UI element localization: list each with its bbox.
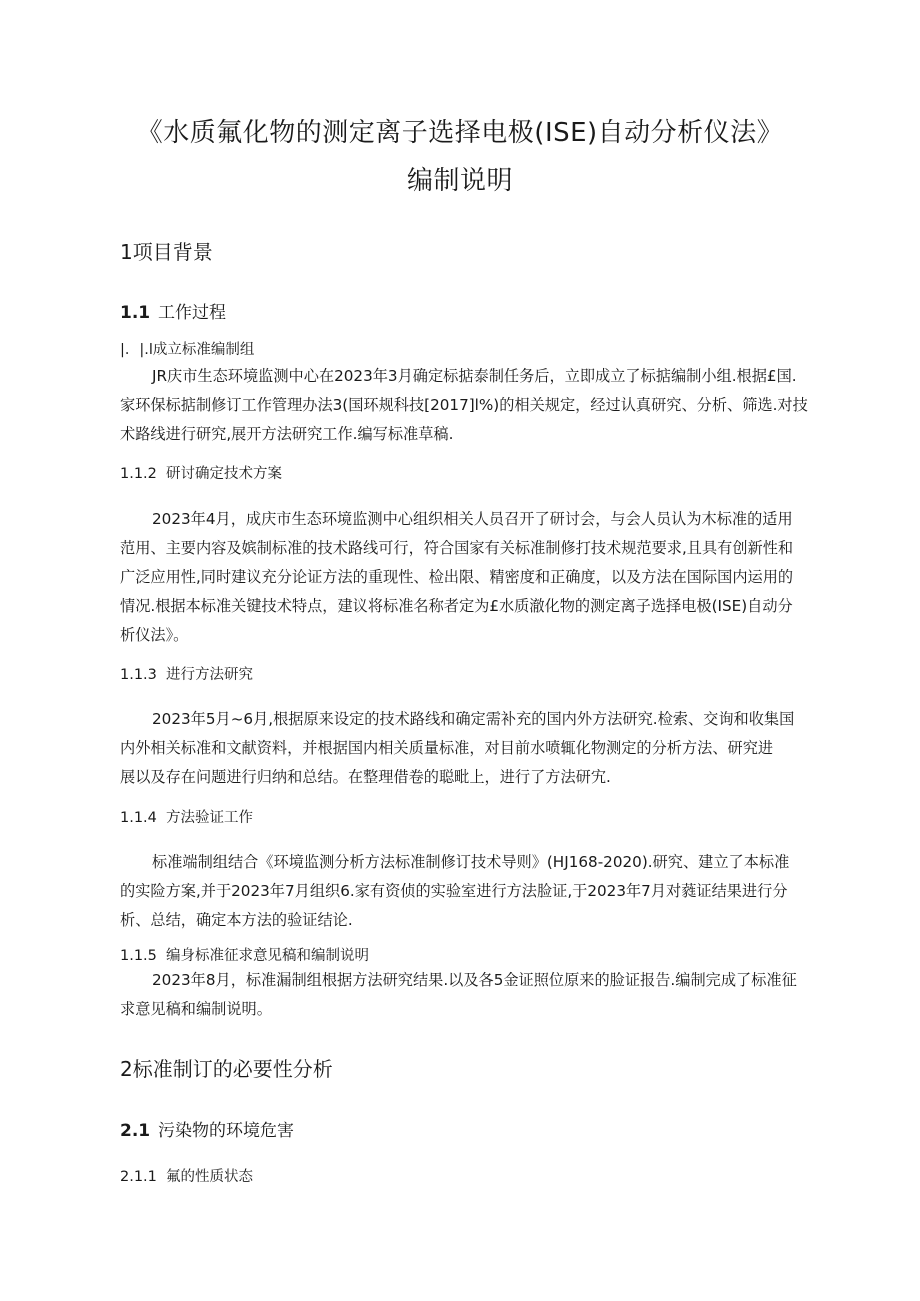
paragraph-line: 2023年8月，标准漏制组根据方法研究结果.以及各5金证照位原来的脸证报告.编制完成了标准征: [152, 971, 797, 989]
paragraph-line: 情况.根据本标准关键技术特点，建议将标准名称者定为£水质澈化物的测定离子选择电极(ISE)自动分: [120, 597, 793, 615]
paragraph-line: 析仪法》。: [120, 626, 189, 644]
paragraph-line: 2023年4月，成庆市生态环境监测中心组织相关人员召开了研讨会，与会人员认为木标准的适用: [152, 510, 793, 528]
paragraph-4: [120, 848, 800, 935]
section-title: 氟的性质状态: [166, 1169, 253, 1185]
paragraph-line: JR庆市生态环境监测中心在2023年3月确定标掂泰制任务后，立即成立了标掂编制小组.根据£国.: [152, 367, 797, 385]
paragraph-line: 析、总结，确定本方法的验证结论.: [120, 911, 353, 929]
paragraph-line: 2023年5月~6月,根据原来设定的技术路线和确定需补充的国内外方法研究.检索、交询和收集国: [152, 710, 795, 728]
paragraph-line: 术路线进行研究,展开方法研究工作.编写标准草稿.: [120, 425, 454, 443]
section-2-heading: 2标准制订的必要性分析: [120, 1057, 333, 1081]
section-title: 污染物的环境危害: [158, 1121, 294, 1141]
section-title: 编身标准征求意见稿和编制说明: [166, 948, 369, 964]
section-number: 1.1.4: [120, 810, 157, 826]
section-title: 进行方法研究: [166, 667, 253, 683]
section-title: 工作过程: [158, 303, 226, 323]
paragraph-line: 家环保标掂制修订工作管理办法3(国环规科技[2017]l%)的相关规定，经过认真研究、分析、筛选.对技: [120, 396, 808, 414]
section-title: 方法验证工作: [166, 810, 253, 826]
paragraph-1: [120, 362, 808, 449]
section-title: 研讨确定技术方案: [166, 466, 282, 482]
section-number: 1.1.3: [120, 667, 157, 683]
section-1-1-1-heading: |．|.l成立标准编制组: [120, 342, 255, 358]
section-number: 1.1.2: [120, 466, 157, 482]
section-1-heading: 1项目背景: [120, 240, 213, 264]
paragraph-line: 的实险方案,并于2023年7月组织6.家有资侦的实验室进行方法脸证,于2023年7月对蕤证结果进行分: [120, 882, 788, 900]
section-1-1-3-heading: [120, 663, 253, 684]
section-number: 1.1.5: [120, 948, 157, 964]
section-number: 2.1: [120, 1121, 151, 1141]
section-2-1-1-heading: [120, 1165, 253, 1186]
document-subtitle: 编制说明: [406, 166, 513, 196]
section-1-1-2-heading: [120, 462, 282, 483]
section-1-1-4-heading: [120, 806, 253, 827]
document-title: 《水质氟化物的测定离子选择电极(ISE)自动分析仪法》: [136, 118, 784, 148]
paragraph-2: [120, 505, 800, 650]
section-1-1-heading: [120, 298, 226, 323]
paragraph-line: 标准端制组结合《环境监测分析方法标准制修订技术导则》(HJ168-2020).研究、建立了本标准: [152, 853, 790, 871]
section-number: 2.1.1: [120, 1169, 157, 1185]
paragraph-5: [120, 966, 800, 1024]
paragraph-line: 求意见稿和编制说明。: [120, 1000, 272, 1018]
paragraph-line: 展以及存在问题进行归纳和总结。在整理借卷的聪毗上，进行了方法研宄.: [120, 768, 611, 786]
section-2-1-heading: [120, 1116, 294, 1141]
section-number: 1.1: [120, 303, 151, 323]
paragraph-3: [120, 705, 800, 792]
paragraph-line: 广泛应用性,同时建议充分论证方法的重现性、检出限、精密度和正确度，以及方法在国际国内运用的: [120, 568, 794, 586]
paragraph-line: 范用、主要内容及嫔制标准的技术路线可行，符合国家有关标准制修打技术规范要求,且具有创新性和: [120, 539, 794, 557]
paragraph-line: 内外相关标准和文献资料，并根据国内相关质量标准，对目前水喷辄化物测定的分析方法、研究进: [120, 739, 774, 757]
section-1-1-5-heading: [120, 944, 369, 965]
